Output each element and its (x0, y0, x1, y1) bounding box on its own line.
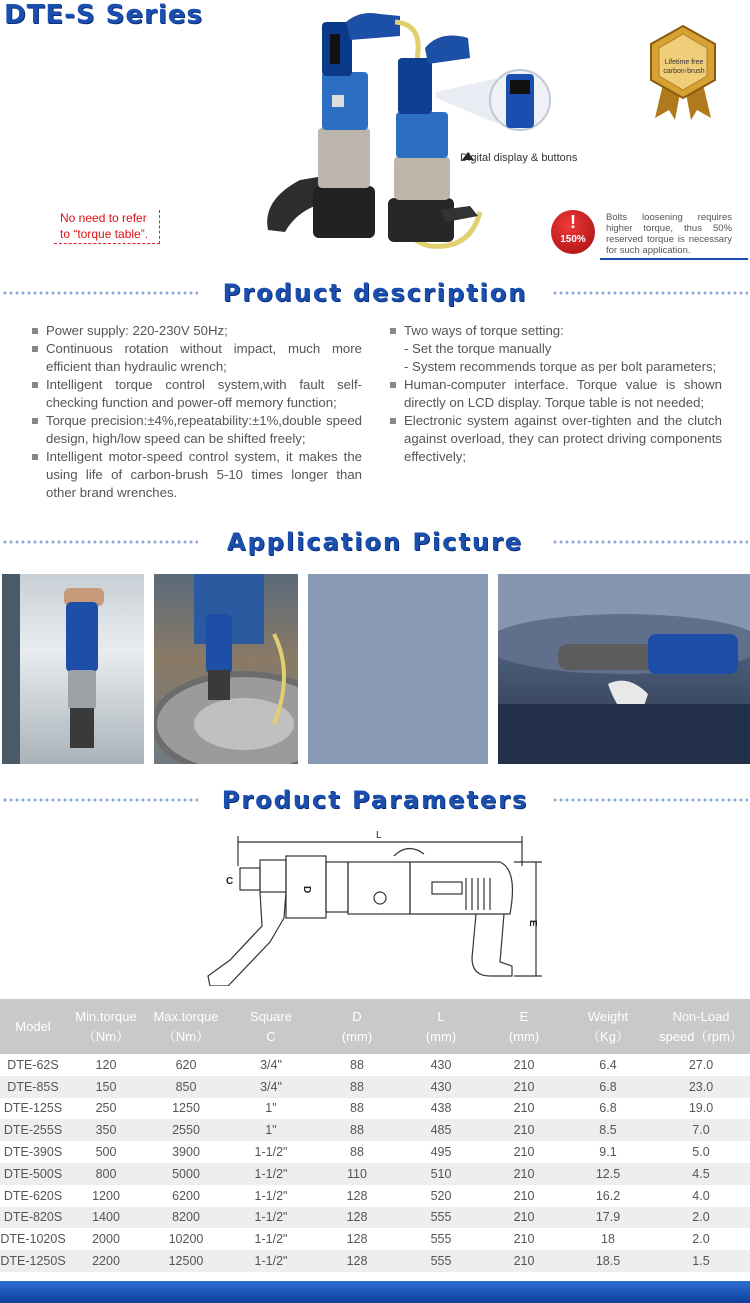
table-cell: 438 (430, 1101, 452, 1116)
table-cell: 12.5 (595, 1166, 621, 1181)
product-description-heading (0, 279, 750, 307)
table-row (0, 1207, 750, 1229)
table-cell: 27.0 (688, 1057, 714, 1072)
table-cell: 5000 (172, 1166, 200, 1181)
table-cell: 88 (350, 1057, 364, 1072)
column-header-l: L (mm) (425, 1008, 457, 1044)
table-cell: 110 (347, 1166, 367, 1181)
table-cell: 495 (430, 1145, 452, 1160)
table-cell: 128 (346, 1232, 368, 1247)
dotted-divider (552, 291, 748, 295)
column-header-min-torque: Min.torque （Nm） (75, 1008, 137, 1044)
dimension-label-d: D (301, 886, 312, 894)
table-cell: 430 (430, 1079, 452, 1094)
table-cell: 16.2 (595, 1188, 621, 1203)
table-cell: 510 (430, 1166, 452, 1181)
table-cell: 555 (430, 1210, 452, 1225)
table-cell: 128 (346, 1254, 368, 1269)
table-cell: 88 (350, 1101, 364, 1116)
table-cell: 88 (350, 1145, 364, 1160)
table-cell: 4.0 (692, 1188, 710, 1203)
list-item: Torque precision:±4%,repeatability:±1%,double speed design, high/low speed can be shifted freely; (32, 412, 362, 448)
table-cell: 3900 (172, 1145, 200, 1160)
divider-line (600, 258, 748, 260)
table-cell: 18 (601, 1232, 615, 1247)
table-cell: DTE-620S (3, 1188, 63, 1203)
table-cell: 2.0 (692, 1232, 710, 1247)
list-item (390, 322, 722, 340)
warning-icon (551, 210, 595, 254)
table-cell: 1" (265, 1123, 277, 1138)
warning-percentage: 150% (560, 234, 586, 245)
table-cell: 3/4" (260, 1079, 282, 1094)
table-cell: 555 (430, 1232, 452, 1247)
table-cell: DTE-1020S (0, 1232, 66, 1247)
table-row (0, 1141, 750, 1163)
table-cell: 12500 (168, 1254, 204, 1269)
table-cell: 3/4" (260, 1057, 282, 1072)
table-cell: 1-1/2" (254, 1232, 288, 1247)
table-cell: 18.5 (595, 1254, 621, 1269)
table-cell: DTE-62S (7, 1057, 59, 1072)
table-cell: 128 (346, 1210, 368, 1225)
table-cell: 2.0 (692, 1210, 710, 1225)
list-item: Electronic system against over-tighten and the clutch against overload, they can protect driving components effectively; (390, 412, 722, 466)
footer-bar (0, 1281, 750, 1303)
dimension-label-c: C (226, 876, 234, 887)
table-cell: 210 (513, 1057, 535, 1072)
table-cell: DTE-390S (3, 1145, 63, 1160)
table-cell: 4.5 (692, 1166, 710, 1181)
column-header-square: Square C (250, 1008, 292, 1044)
list-item: Human-computer interface. Torque value is shown directly on LCD display. Torque table is not needed; (390, 376, 722, 412)
table-cell: 88 (350, 1123, 364, 1138)
dotted-divider (2, 291, 198, 295)
application-picture-heading (0, 528, 750, 556)
series-title: DTE-S Series (4, 0, 203, 30)
column-header-max-torque: Max.torque （Nm） (153, 1008, 219, 1044)
table-cell: DTE-255S (3, 1123, 63, 1138)
table-row (0, 1250, 750, 1272)
table-cell: 250 (95, 1101, 117, 1116)
table-cell: 210 (513, 1123, 535, 1138)
table-cell: DTE-125S (3, 1101, 63, 1116)
table-cell: 210 (513, 1232, 535, 1247)
table-cell: 210 (513, 1079, 535, 1094)
table-row (0, 1119, 750, 1141)
table-row (0, 1054, 750, 1076)
table-cell: 120 (95, 1057, 117, 1072)
table-cell: 1-1/2" (254, 1166, 288, 1181)
table-cell: 9.1 (599, 1145, 617, 1160)
table-cell: 485 (430, 1123, 452, 1138)
table-cell: 210 (513, 1101, 535, 1116)
bolt-loosening-note: Bolts loosening requires higher torque, thus 50% reserved torque is necessary for such application. (606, 212, 732, 256)
product-parameters-heading (0, 786, 750, 814)
digital-display-caption: Digital display & buttons (460, 152, 578, 164)
table-row (0, 1228, 750, 1250)
column-header-speed: Non-Load speed（rpm） (659, 1008, 743, 1044)
table-cell: 210 (513, 1166, 535, 1181)
table-cell: 1-1/2" (254, 1145, 288, 1160)
sub-item: - Set the torque manually (404, 341, 552, 356)
table-cell: 620 (175, 1057, 197, 1072)
column-header-d: D (mm) (341, 1008, 373, 1044)
table-cell: 5.0 (692, 1145, 710, 1160)
table-cell: 210 (513, 1254, 535, 1269)
dimension-label-e: E (527, 920, 538, 927)
table-row (0, 1163, 750, 1185)
table-cell: 1-1/2" (254, 1210, 288, 1225)
table-cell: DTE-820S (3, 1210, 63, 1225)
dotted-divider (552, 798, 748, 802)
warning-mark: ! (570, 212, 576, 232)
table-cell: 210 (513, 1210, 535, 1225)
application-photo-3 (308, 574, 488, 764)
table-cell: 10200 (168, 1232, 204, 1247)
description-right-column (390, 322, 722, 466)
product-parameters-table (0, 999, 750, 1272)
column-header-model: Model (15, 1018, 51, 1034)
table-cell: 2200 (92, 1254, 120, 1269)
table-cell: 2550 (172, 1123, 200, 1138)
application-photo-4 (498, 574, 750, 764)
table-cell: 210 (513, 1145, 535, 1160)
dotted-divider (2, 798, 198, 802)
application-photo-2 (154, 574, 298, 764)
dimension-label-l: L (376, 830, 382, 841)
table-cell: DTE-500S (3, 1166, 63, 1181)
table-cell: 6.8 (599, 1079, 617, 1094)
table-cell: 1.5 (692, 1254, 710, 1269)
table-cell: 88 (350, 1079, 364, 1094)
table-cell: 23.0 (688, 1079, 714, 1094)
table-cell: 128 (346, 1188, 368, 1203)
table-row (0, 1185, 750, 1207)
dotted-divider (552, 540, 748, 544)
table-cell: DTE-1250S (0, 1254, 66, 1269)
dotted-divider (2, 540, 198, 544)
table-cell: 17.9 (595, 1210, 621, 1225)
dimension-drawing (200, 826, 560, 986)
list-item: Intelligent torque control system,with fault self-checking function and power-off memory function; (32, 376, 362, 412)
table-cell: 6.8 (599, 1101, 617, 1116)
table-cell: 555 (430, 1254, 452, 1269)
table-cell: 7.0 (692, 1123, 710, 1138)
table-cell: 500 (95, 1145, 117, 1160)
list-item-text: Two ways of torque setting: (404, 323, 564, 338)
description-left-column (32, 322, 362, 502)
column-header-weight: Weight （Kg） (587, 1008, 629, 1044)
table-cell: 1" (265, 1101, 277, 1116)
badge-label: Lifetime free carbon-brush (663, 59, 705, 75)
section-title: Product Parameters (221, 786, 529, 814)
section-title: Application Picture (226, 528, 524, 556)
sub-item: - System recommends torque as per bolt parameters; (404, 359, 717, 374)
table-cell: 6.4 (599, 1057, 617, 1072)
table-header-row (0, 999, 750, 1054)
list-item: Continuous rotation without impact, much more efficient than hydraulic wrench; (32, 340, 362, 376)
table-cell: 850 (175, 1079, 197, 1094)
table-cell: 350 (95, 1123, 117, 1138)
table-cell: 8200 (172, 1210, 200, 1225)
table-cell: DTE-85S (7, 1079, 59, 1094)
table-cell: 800 (95, 1166, 117, 1181)
column-header-e: E (mm) (508, 1008, 540, 1044)
torque-table-note: No need to refer to “torque table”. (54, 210, 160, 244)
table-cell: 430 (430, 1057, 452, 1072)
table-cell: 1200 (92, 1188, 120, 1203)
table-cell: 2000 (92, 1232, 120, 1247)
table-cell: 210 (513, 1188, 535, 1203)
table-cell: 1-1/2" (254, 1254, 288, 1269)
table-row (0, 1098, 750, 1120)
list-item: Intelligent motor-speed control system, it makes the using life of carbon-brush 5-10 times longer than other brand wrenches. (32, 448, 362, 502)
table-cell: 150 (95, 1079, 117, 1094)
table-cell: 8.5 (599, 1123, 617, 1138)
table-row (0, 1076, 750, 1098)
application-photo-1 (2, 574, 144, 764)
table-cell: 1250 (172, 1101, 200, 1116)
table-cell: 1-1/2" (254, 1188, 288, 1203)
table-cell: 520 (430, 1188, 452, 1203)
table-cell: 1400 (92, 1210, 120, 1225)
table-cell: 19.0 (688, 1101, 714, 1116)
hero-section (0, 0, 750, 270)
list-item: Power supply: 220-230V 50Hz; (32, 322, 362, 340)
section-title: Product description (222, 279, 528, 307)
table-cell: 6200 (172, 1188, 200, 1203)
